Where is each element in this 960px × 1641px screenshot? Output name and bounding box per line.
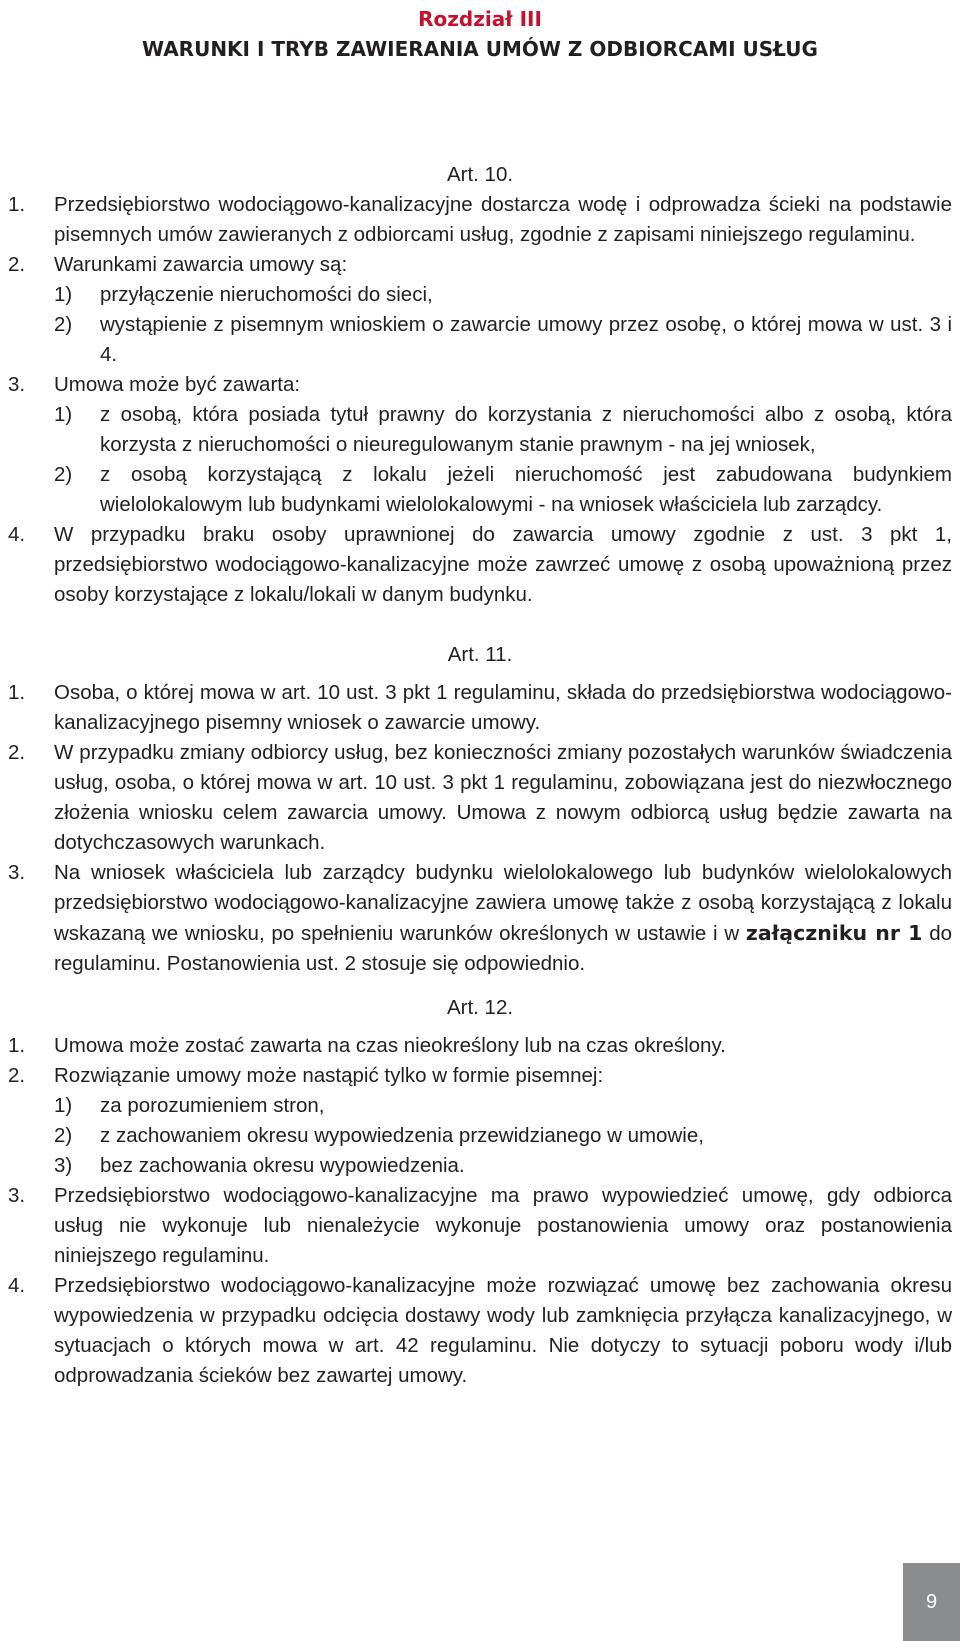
sub-point-number: 2) (54, 313, 73, 336)
sub-point-text: z zachowaniem okresu wypowiedzenia przewidzianego w umowie, (100, 1124, 704, 1147)
paragraph-text: W przypadku braku osoby uprawnionej do zawarcia umowy zgodnie z ust. 3 pkt 1, przedsiębiorstwo wodociągowo-kanalizacyjne może zawrzeć umowę z osobą upoważnioną przez osoby korzystające z lokalu/lokali w danym budynku. (54, 523, 952, 606)
paragraph-text (54, 858, 952, 979)
article-heading: Art. 12. (446, 996, 514, 1019)
sub-point-text: przyłączenie nieruchomości do sieci, (100, 283, 433, 306)
paragraph (8, 738, 952, 858)
paragraph (8, 370, 952, 400)
spacer (8, 670, 952, 678)
chapter-title: WARUNKI I TRYB ZAWIERANIA UMÓW Z ODBIORCAMI USŁUG (142, 37, 818, 61)
paragraph (8, 678, 952, 738)
attachment-reference: załączniku nr 1 (745, 921, 923, 945)
paragraph-text: Umowa może zostać zawarta na czas nieokreślony lub na czas określony. (54, 1034, 726, 1057)
paragraph (8, 1031, 952, 1061)
sub-point (8, 280, 952, 310)
sub-point (8, 460, 952, 520)
paragraph-text: Warunkami zawarcia umowy są: (54, 253, 348, 276)
paragraph-text: Rozwiązanie umowy może nastąpić tylko w formie pisemnej: (54, 1064, 604, 1087)
sub-point-text: z osobą, która posiada tytuł prawny do korzystania z nieruchomości albo z osobą, która korzysta z nieruchomości o nieuregulowanym stanie prawnym - na jej wniosek, (100, 403, 952, 456)
sub-point-number: 3) (54, 1154, 73, 1177)
sub-point-number: 2) (54, 463, 73, 486)
paragraph (8, 250, 952, 280)
paragraph-number: 3. (8, 373, 26, 396)
sub-point (8, 310, 952, 370)
paragraph-number: 4. (8, 523, 26, 546)
paragraph-text: Przedsiębiorstwo wodociągowo-kanalizacyjne dostarcza wodę i odprowadza ścieki na podstawie pisemnych umów zawieranych z odbiorcami usług, zgodnie z zapisami niniejszego regulaminu. (54, 193, 952, 246)
paragraph-text: Umowa może być zawarta: (54, 373, 301, 396)
paragraph (8, 1061, 952, 1091)
paragraph-number: 4. (8, 1274, 26, 1297)
sub-point-text: za porozumieniem stron, (100, 1094, 325, 1117)
paragraph-number: 2. (8, 1064, 26, 1087)
spacer (8, 979, 952, 993)
sub-point-number: 1) (54, 1094, 73, 1117)
paragraph-text: Osoba, o której mowa w art. 10 ust. 3 pkt 1 regulaminu, składa do przedsiębiorstwa wodociągowo-kanalizacyjnego pisemny wniosek o zawarcie umowy. (54, 681, 952, 734)
page-number: 9 (903, 1563, 960, 1641)
sub-point (8, 1091, 952, 1121)
paragraph (8, 190, 952, 250)
paragraph-number: 2. (8, 253, 26, 276)
paragraph-number: 1. (8, 193, 26, 216)
paragraph-text: Przedsiębiorstwo wodociągowo-kanalizacyjne ma prawo wypowiedzieć umowę, gdy odbiorca usług nie wykonuje lub nienależycie wykonuje postanowienia umowy oraz postanowienia niniejszego regulaminu. (54, 1184, 952, 1267)
chapter-header (0, 4, 960, 64)
article-heading: Art. 11. (447, 643, 513, 666)
paragraph-number: 2. (8, 741, 26, 764)
sub-point (8, 1151, 952, 1181)
sub-point-number: 2) (54, 1124, 73, 1147)
sub-point-text: z osobą korzystającą z lokalu jeżeli nieruchomość jest zabudowana budynkiem wielolokalowym lub budynkami wielolokalowymi - na wniosek właściciela lub zarządcy. (100, 463, 952, 516)
article-heading: Art. 10. (446, 163, 514, 186)
sub-point-text: bez zachowania okresu wypowiedzenia. (100, 1154, 465, 1177)
sub-point (8, 400, 952, 460)
paragraph (8, 1271, 952, 1391)
paragraph-number: 3. (8, 1184, 26, 1207)
paragraph-number: 3. (8, 861, 26, 884)
document-body (8, 160, 952, 1391)
sub-point (8, 1121, 952, 1151)
sub-point-text: wystąpienie z pisemnym wnioskiem o zawarcie umowy przez osobę, o której mowa w ust. 3 i 4. (100, 313, 952, 366)
paragraph (8, 858, 952, 979)
chapter-number: Rozdział III (418, 7, 542, 31)
paragraph-text-part: do regulaminu. Postanowienia ust. 2 stosuje się odpowiednio. (54, 922, 952, 975)
paragraph (8, 1181, 952, 1271)
paragraph-number: 1. (8, 1034, 26, 1057)
sub-point-number: 1) (54, 403, 73, 426)
paragraph-text-part: Na wniosek właściciela lub zarządcy budynku wielolokalowego lub budynków wielolokalowych przedsiębiorstwo wodociągowo-kanalizacyjne zawiera umowę także z osobą korzystającą z lokalu wskazaną we wniosku, po spełnieniu warunków określonych w ustawie i w (54, 861, 952, 945)
paragraph-number: 1. (8, 681, 26, 704)
paragraph (8, 520, 952, 610)
spacer (8, 1023, 952, 1031)
paragraph-text: W przypadku zmiany odbiorcy usług, bez konieczności zmiany pozostałych warunków świadczenia usług, osoba, o której mowa w art. 10 ust. 3 pkt 1 regulaminu, zobowiązana jest do niezwłocznego złożenia wniosku celem zawarcia umowy. Umowa z nowym odbiorcą usług będzie zawarta na dotychczasowych warunkach. (54, 741, 952, 854)
spacer (8, 610, 952, 640)
sub-point-number: 1) (54, 283, 73, 306)
paragraph-text: Przedsiębiorstwo wodociągowo-kanalizacyjne może rozwiązać umowę bez zachowania okresu wypowiedzenia w przypadku odcięcia dostawy wody lub zamknięcia przyłącza kanalizacyjnego, w sytuacjach o których mowa w art. 42 regulaminu. Nie dotyczy to sytuacji poboru wody i/lub odprowadzania ścieków bez zawartej umowy. (54, 1274, 952, 1387)
